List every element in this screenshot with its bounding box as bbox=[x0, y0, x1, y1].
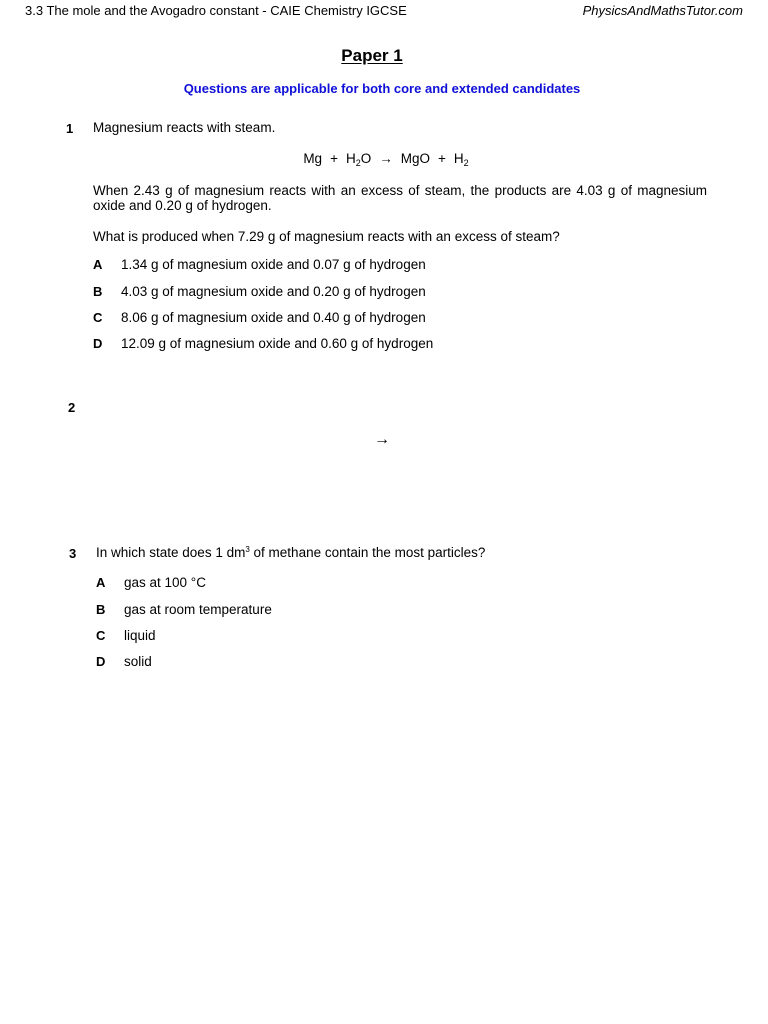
question-2-number: 2 bbox=[68, 400, 76, 415]
option-text: 1.34 g of magnesium oxide and 0.07 g of hydrogen bbox=[121, 257, 426, 272]
equation-arrow: → bbox=[379, 151, 393, 166]
option-text: 4.03 g of magnesium oxide and 0.20 g of hydrogen bbox=[121, 284, 426, 299]
option-letter: D bbox=[93, 336, 103, 351]
equation-plus: + bbox=[438, 151, 446, 166]
option-text: gas at room temperature bbox=[124, 602, 272, 617]
option-letter: D bbox=[96, 654, 106, 669]
option-letter: C bbox=[96, 628, 106, 643]
question-3-number: 3 bbox=[69, 546, 77, 561]
option-text: 8.06 g of magnesium oxide and 0.40 g of hydrogen bbox=[121, 310, 426, 325]
equation-product-mgo: MgO bbox=[400, 151, 431, 166]
option-text: 12.09 g of magnesium oxide and 0.60 g of hydrogen bbox=[121, 336, 434, 351]
paper-subtitle: Questions are applicable for both core and extended candidates bbox=[183, 81, 581, 96]
option-letter: B bbox=[96, 602, 106, 617]
question-3-stem: In which state does 1 $dm^3$ of methane contain the most particles? bbox=[96, 545, 486, 560]
paper-title: Paper 1 bbox=[341, 46, 403, 65]
equation-reactant-water: $H_2O$ bbox=[345, 151, 372, 168]
option-letter: B bbox=[93, 284, 103, 299]
option-text: liquid bbox=[124, 628, 156, 643]
question-1-equation bbox=[0, 151, 768, 166]
option-letter: A bbox=[96, 575, 106, 590]
option-letter: A bbox=[93, 257, 103, 272]
equation-plus: + bbox=[330, 151, 338, 166]
option-text: gas at 100 °C bbox=[124, 575, 206, 590]
option-letter: C bbox=[93, 310, 103, 325]
question-1-number: 1 bbox=[66, 121, 74, 136]
equation-product-hydrogen: $H_2$ bbox=[453, 151, 469, 168]
equation-reactant-mg: Mg bbox=[303, 151, 323, 166]
question-2-arrow: → bbox=[374, 431, 390, 448]
header-topic-title: 3.3 The mole and the Avogadro constant - CAIE Chemistry IGCSE bbox=[25, 3, 407, 18]
question-1-prompt: What is produced when 7.29 g of magnesium reacts with an excess of steam? bbox=[93, 229, 560, 244]
option-text: solid bbox=[124, 654, 152, 669]
question-1-paragraph: When 2.43 g of magnesium reacts with an excess of steam, the products are 4.03 g of magnesium oxide and 0.20 g of hydrogen. bbox=[93, 183, 707, 213]
header-site-name: PhysicsAndMathsTutor.com bbox=[582, 3, 743, 18]
question-1-stem: Magnesium reacts with steam. bbox=[93, 120, 276, 135]
